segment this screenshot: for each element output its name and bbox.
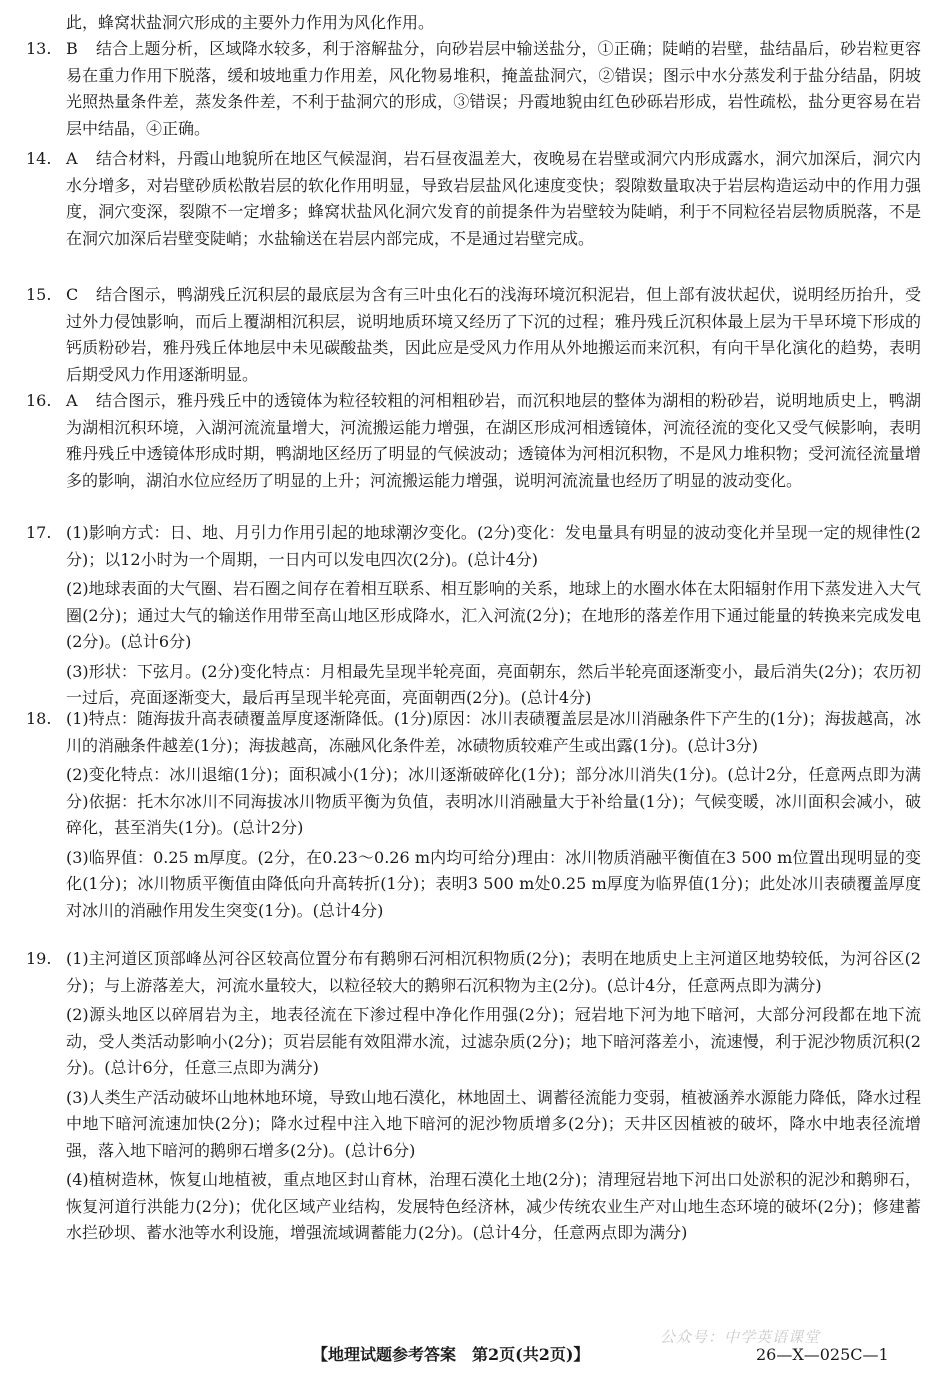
answer-part-3: (3)人类生产活动破坏山地林地环境，导致山地石漠化，林地固土、调蓄径流能力变弱，植被涵养水源能力降低，降水过程中地下暗河流速加快(2分)；降水过程中注入地下暗河的泥沙物质增多(2分)；天井区因植被的破坏，降水中地表径流增强，落入地下暗河的鹅卵石增多(2分)。(总计6分): [66, 1087, 921, 1160]
answer-explanation: 结合上题分析，区域降水较多，利于溶解盐分，向砂岩层中输送盐分，①正确；陡峭的岩壁，盐结晶后，砂岩粒更容易在重力作用下脱落，缓和坡地重力作用差，风化物易堆积，掩盖盐洞穴，②错误；图示中水分蒸发利于盐分结晶，阴坡光照热量条件差，蒸发条件差，不利于盐洞穴的形成，③错误；丹霞地貌由红色砂砾岩形成，岩性疏松，盐分更容易在岩层中结晶，④正确。: [66, 39, 921, 138]
answer-item-16: [26, 388, 921, 494]
answer-part-2: (2)源头地区以碎屑岩为主，地表径流在下渗过程中净化作用强(2分)；冠岩地下河为地下暗河，大部分河段都在地下流动，受人类活动影响小(2分)；页岩层能有效阻滞水流，过滤杂质(2分)；地下暗河落差小，流速慢，利于泥沙物质沉积(2分)。(总计6分，任意三点即为满分): [66, 1005, 921, 1077]
continuation-line: 此，蜂窝状盐洞穴形成的主要外力作用为风化作用。: [66, 13, 435, 32]
answer-item-18: [26, 706, 921, 924]
document-code: 26—X—025C—1: [756, 1345, 889, 1364]
answer-part-3: (3)形状：下弦月。(2分)变化特点：月相最先呈现半轮亮面，亮面朝东，然后半轮亮面逐渐变小，最后消失(2分)；农历初一过后，亮面逐渐变大，最后再呈现半轮亮面，亮面朝西(2分)。(总计4分): [66, 661, 921, 707]
answer-part-2: (2)变化特点：冰川退缩(1分)；面积减小(1分)；冰川逐渐破碎化(1分)；部分冰川消失(1分)。(总计2分，任意两点即为满分)依据：托木尔冰川不同海拔冰川物质平衡为负值，表明冰川消融量大于补给量(1分)；气候变暖，冰川面积会减小，破碎化，甚至消失(1分)。(总计2分): [66, 765, 921, 837]
answer-part-1: (1)主河道区顶部峰丛河谷区较高位置分布有鹅卵石河相沉积物质(2分)；表明在地质史上主河道区地势较低，为河谷区(2分)；与上游落差大，河流水量较大，以粒径较大的鹅卵石沉积物为主(2分)。(总计4分，任意两点即为满分): [66, 949, 921, 995]
answer-item-19: [26, 946, 921, 1247]
answer-item-17: [26, 520, 921, 712]
answer-choice: B: [66, 39, 78, 58]
question-number: 17.: [26, 523, 52, 542]
answer-explanation: 结合图示，雅丹残丘中的透镜体为粒径较粗的河相粗砂岩，而沉积地层的整体为湖相的粉砂岩，说明地质史上，鸭湖为湖相沉积环境，入湖河流流量增大，河流搬运能力增强，在湖区形成河相透镜体，河流径流的变化又受气候影响，表明雅丹残丘中透镜体形成时期，鸭湖地区经历了明显的气候波动；透镜体为河相沉积物，不是风力堆积物；受河流径流量增多的影响，湖泊水位应经历了明显的上升；河流搬运能力增强，说明河流流量也经历了明显的波动变化。: [66, 391, 921, 490]
answer-part-3: (3)临界值：0.25 m厚度。(2分，在0.23～0.26 m内均可给分)理由：冰川物质消融平衡值在3 500 m位置出现明显的变化(1分)；冰川物质平衡值由降低向升高转折(1分)；表明3 500 m处0.25 m厚度为临界值(1分)；此处冰川表碛覆盖厚度对冰川的消融作用发生突变(1分)。(总计4分): [66, 847, 921, 920]
page-footer: [0, 1342, 950, 1368]
answer-part-2: (2)地球表面的大气圈、岩石圈之间存在着相互联系、相互影响的关系，地球上的水圈水体在太阳辐射作用下蒸发进入大气圈(2分)；通过大气的输送作用带至高山地区形成降水，汇入河流(2分)；在地形的落差作用下通过能量的转换来完成发电(2分)。(总计6分): [66, 579, 921, 651]
answer-item-14: [26, 146, 921, 252]
answer-choice: C: [66, 285, 79, 304]
answer-part-4: (4)植树造林，恢复山地植被，重点地区封山育林，治理石漠化土地(2分)；清理冠岩地下河出口处淤积的泥沙和鹅卵石，恢复河道行洪能力(2分)；优化区域产业结构，发展特色经济林，减少传统农业生产对山地生态环境的破坏(2分)；修建蓄水拦砂坝、蓄水池等水利设施，增强流域调蓄能力(2分)。(总计4分，任意两点即为满分): [66, 1170, 921, 1242]
answer-choice: A: [66, 149, 78, 168]
answer-choice: A: [66, 391, 78, 410]
question-number: 19.: [26, 949, 52, 968]
answer-item-13: [26, 36, 921, 142]
question-number: 18.: [26, 709, 52, 728]
answer-part-1: (1)特点：随海拔升高表碛覆盖厚度逐渐降低。(1分)原因：冰川表碛覆盖层是冰川消融条件下产生的(1分)；海拔越高，冰川的消融条件越差(1分)；海拔越高，冻融风化条件差，冰碛物质较难产生或出露(1分)。(总计3分): [66, 709, 921, 755]
question-number: 15.: [26, 285, 52, 304]
question-number: 13.: [26, 39, 52, 58]
answer-part-1: (1)影响方式：日、地、月引力作用引起的地球潮汐变化。(2分)变化：发电量具有明显的波动变化并呈现一定的规律性(2分)；以12小时为一个周期，一日内可以发电四次(2分)。(总计4分): [66, 523, 921, 569]
question-number: 16.: [26, 391, 52, 410]
answer-explanation: 结合材料，丹霞山地貌所在地区气候湿润，岩石昼夜温差大，夜晚易在岩壁或洞穴内形成露水，洞穴加深后，洞穴内水分增多，对岩壁砂质松散岩层的软化作用明显，导致岩层盐风化速度变快；裂隙数量取决于岩层构造运动中的作用力强度，洞穴变深，裂隙不一定增多；蜂窝状盐风化洞穴发育的前提条件为岩壁较为陡峭，利于不同粒径岩层物质脱落，不是在洞穴加深后岩壁变陡峭；水盐输送在岩层内部完成，不是通过岩壁完成。: [66, 149, 921, 248]
watermark: 公众号：中学英语课堂: [660, 1328, 821, 1346]
question-number: 14.: [26, 149, 52, 168]
footer-title: 【地理试题参考答案 第2页(共2页)】: [312, 1345, 590, 1364]
answer-item-15: [26, 282, 921, 388]
answer-explanation: 结合图示，鸭湖残丘沉积层的最底层为含有三叶虫化石的浅海环境沉积泥岩，但上部有波状起伏，说明经历抬升，受过外力侵蚀影响，而后上覆湖相沉积层，说明地质环境又经历了下沉的过程；雅丹残丘沉积体最上层为干旱环境下形成的钙质粉砂岩，雅丹残丘体地层中未见碳酸盐类，因此应是受风力作用从外地搬运而来沉积，有向干旱化演化的趋势，表明后期受风力作用逐渐明显。: [66, 285, 921, 384]
